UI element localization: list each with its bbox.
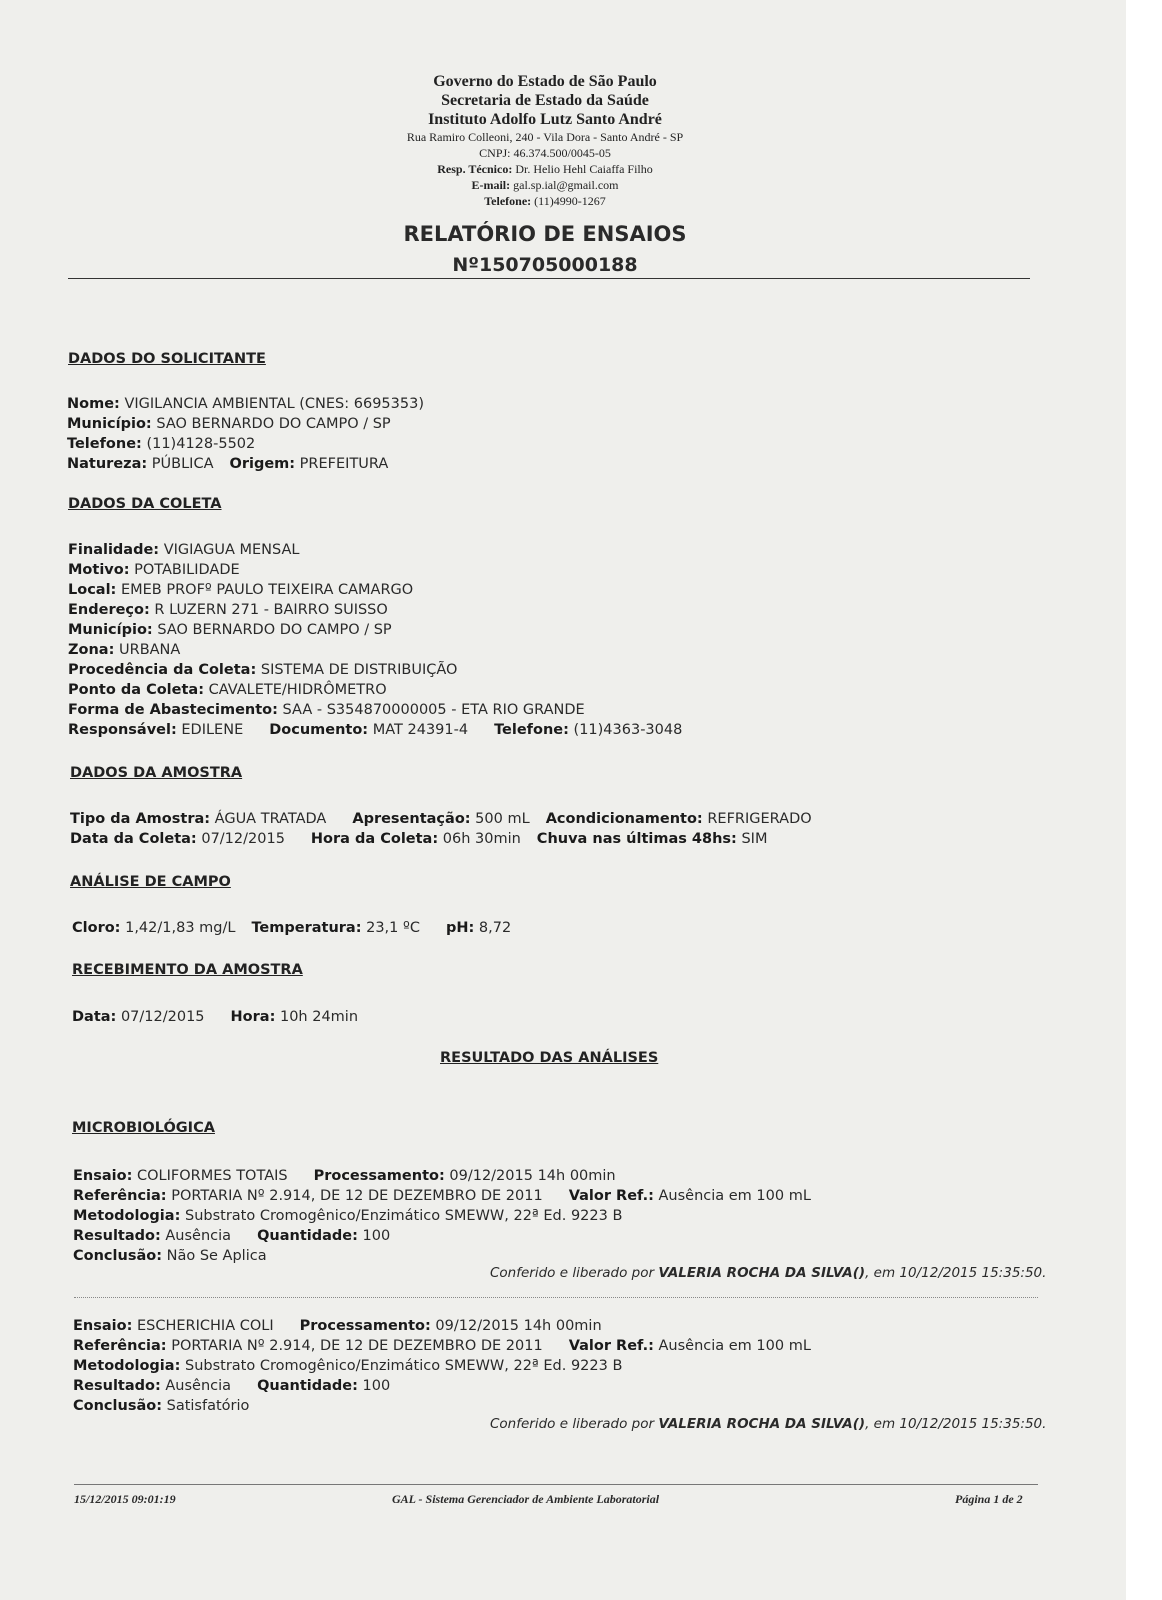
field-nome: Nome: VIGILANCIA AMBIENTAL (CNES: 6695353) [67,396,424,412]
institute-address: Rua Ramiro Colleoni, 240 - Vila Dora - Santo André - SP [406,130,684,144]
field-motivo: Motivo: POTABILIDADE [68,562,240,578]
section-heading-recebimento: RECEBIMENTO DA AMOSTRA [72,962,303,978]
ensaio-1-line-4: Resultado: Ausência Quantidade: 100 [73,1228,391,1244]
field-municipio-coleta: Município: SAO BERNARDO DO CAMPO / SP [68,622,392,638]
govt-name: Governo do Estado de São Paulo [433,73,657,90]
field-recebimento: Data: 07/12/2015 Hora: 10h 24min [72,1009,359,1025]
ensaio-1-line-5: Conclusão: Não Se Aplica [73,1248,267,1264]
institute-cnpj: CNPJ: 46.374.500/0045-05 [479,146,611,160]
institute-email: E-mail: gal.sp.ial@gmail.com [471,178,619,192]
footer-page-number: Página 1 de 2 [955,1492,1023,1506]
field-forma-abastecimento: Forma de Abastecimento: SAA - S354870000005 - ETA RIO GRANDE [68,702,585,718]
footer-divider [74,1484,1038,1485]
institute-phone: Telefone: (11)4990-1267 [484,194,606,208]
ensaio-1-line-2: Referência: PORTARIA Nº 2.914, DE 12 DE DEZEMBRO DE 2011 Valor Ref.: Ausência em 100 mL [73,1188,811,1204]
footer-system-name: GAL - Sistema Gerenciador de Ambiente Laboratorial [392,1492,660,1506]
ensaio-2-confirmation: Conferido e liberado por VALERIA ROCHA DA SILVA(), em 10/12/2015 15:35:50. [490,1416,1047,1432]
section-heading-amostra: DADOS DA AMOSTRA [70,765,243,781]
ensaio-2-line-1: Ensaio: ESCHERICHIA COLI Processamento: 09/12/2015 14h 00min [73,1318,602,1334]
section-heading-resultado: RESULTADO DAS ANÁLISES [440,1050,659,1066]
field-endereco: Endereço: R LUZERN 271 - BAIRRO SUISSO [68,602,388,618]
field-natureza-origem: Natureza: PÚBLICA Origem: PREFEITURA [67,456,389,472]
ensaio-2-line-3: Metodologia: Substrato Cromogênico/Enzimático SMEWW, 22ª Ed. 9223 B [73,1358,623,1374]
field-responsavel: Responsável: EDILENE Documento: MAT 24391-4 Telefone: (11)4363-3048 [68,722,683,738]
institute-name: Instituto Adolfo Lutz Santo André [428,111,662,128]
field-procedencia: Procedência da Coleta: SISTEMA DE DISTRIBUIÇÃO [68,662,458,678]
field-tipo-amostra: Tipo da Amostra: ÁGUA TRATADA Apresentação: 500 mL Acondicionamento: REFRIGERADO [70,811,812,827]
section-heading-coleta: DADOS DA COLETA [68,496,222,512]
header-divider [68,278,1030,279]
field-zona: Zona: URBANA [68,642,181,658]
page-edge [1126,0,1162,1600]
section-heading-solicitante: DADOS DO SOLICITANTE [68,351,266,367]
field-telefone: Telefone: (11)4128-5502 [67,436,256,452]
letterhead [330,72,760,209]
ensaio-1-confirmation: Conferido e liberado por VALERIA ROCHA DA SILVA(), em 10/12/2015 15:35:50. [490,1265,1047,1281]
ensaio-divider [74,1297,1038,1298]
field-data-coleta: Data da Coleta: 07/12/2015 Hora da Coleta: 06h 30min Chuva nas últimas 48hs: SIM [70,831,768,847]
report-number: Nº150705000188 [452,254,638,276]
ensaio-2-line-4: Resultado: Ausência Quantidade: 100 [73,1378,391,1394]
field-local: Local: EMEB PROFº PAULO TEIXEIRA CAMARGO [68,582,414,598]
ensaio-1-line-3: Metodologia: Substrato Cromogênico/Enzimático SMEWW, 22ª Ed. 9223 B [73,1208,623,1224]
report-title: RELATÓRIO DE ENSAIOS [403,222,687,246]
field-campo-valores: Cloro: 1,42/1,83 mg/L Temperatura: 23,1 ºC pH: 8,72 [72,920,512,936]
footer-timestamp: 15/12/2015 09:01:19 [74,1492,176,1506]
ensaio-1-line-1: Ensaio: COLIFORMES TOTAIS Processamento: 09/12/2015 14h 00min [73,1168,616,1184]
field-ponto: Ponto da Coleta: CAVALETE/HIDRÔMETRO [68,682,387,698]
field-finalidade: Finalidade: VIGIAGUA MENSAL [68,542,300,558]
ensaio-2-line-5: Conclusão: Satisfatório [73,1398,250,1414]
field-municipio: Município: SAO BERNARDO DO CAMPO / SP [67,416,391,432]
section-heading-campo: ANÁLISE DE CAMPO [70,874,231,890]
ensaio-2-line-2: Referência: PORTARIA Nº 2.914, DE 12 DE DEZEMBRO DE 2011 Valor Ref.: Ausência em 100 mL [73,1338,811,1354]
section-heading-microbiologica: MICROBIOLÓGICA [72,1120,215,1136]
secretariat-name: Secretaria de Estado da Saúde [441,92,649,109]
technical-responsible: Resp. Técnico: Dr. Helio Hehl Caiaffa Filho [437,162,653,176]
